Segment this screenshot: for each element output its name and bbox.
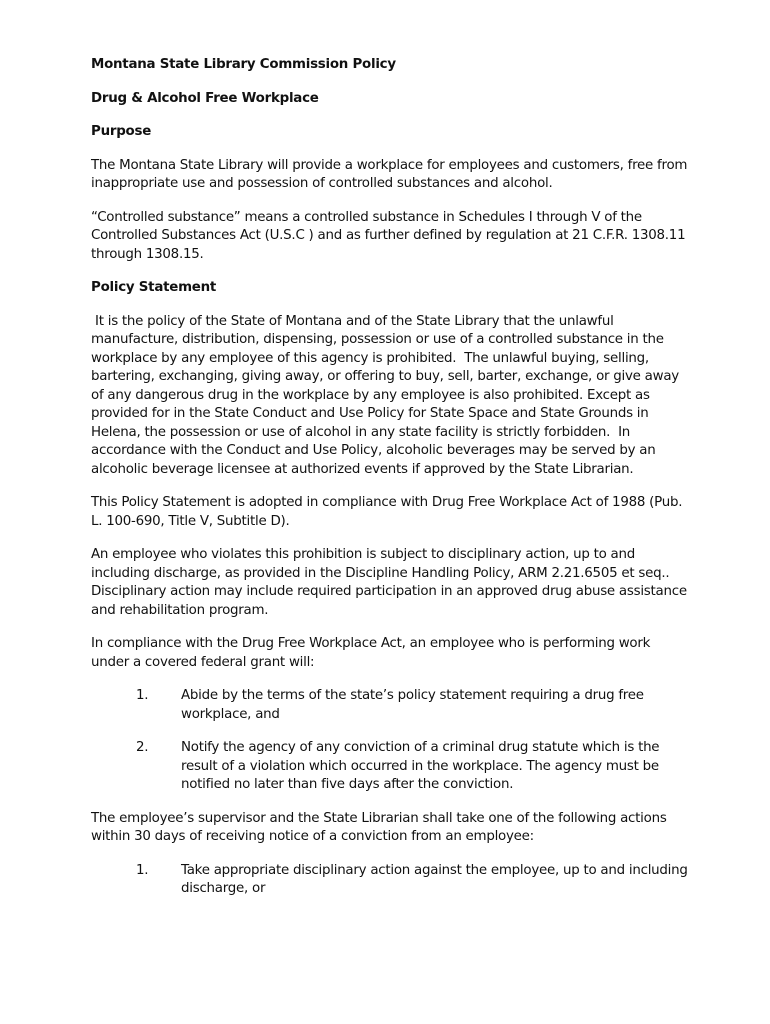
policy-statement-heading: Policy Statement	[91, 280, 217, 295]
list-item-text: Take appropriate disciplinary action against the employee, up to and including discharge, or	[181, 862, 688, 896]
list-item	[91, 739, 691, 795]
purpose-heading: Purpose	[91, 124, 152, 139]
compliance-paragraph: This Policy Statement is adopted in compliance with Drug Free Workplace Act of 1988 (Pub. L. 100-690, Title V, Subtitle D).	[91, 495, 683, 529]
supervisor-intro: The employee’s supervisor and the State Librarian shall take one of the following actions within 30 days of receiving notice of a conviction from an employee:	[91, 810, 667, 844]
list-item-number: 1.	[136, 862, 149, 878]
list-item-number: 1.	[136, 688, 149, 703]
policy-paragraph: It is the policy of the State of Montana and of the State Library that the unlawful manufacture, distribution, dispensing, possession or use of a controlled substance in the workplace by any employee of this agency is prohibited. The unlawful buying, selling, bartering, exchanging, giving away, or offering to buy, sell, barter, exchange, or give away of any dangerous drug in the workplace by any employee is also prohibited. Except as provided for in the State Conduct and Use Policy for State Space and State Grounds in Helena, the possession or use of alcohol in any state facility is strictly forbidden. In accordance with the Conduct and Use Policy, alcoholic beverages may be served by an alcoholic beverage licensee at authorized events if approved by the State Librarian.	[91, 313, 683, 477]
controlled-substance-definition: “Controlled substance” means a controlled substance in Schedules I through V of the Controlled Substances Act (U.S.C ) and as further defined by regulation at 21 C.F.R. 1308.11 through 1308.15.	[91, 209, 686, 262]
policy-title: Drug & Alcohol Free Workplace	[91, 90, 319, 106]
list-item-number: 2.	[136, 740, 149, 755]
org-title: Montana State Library Commission Policy	[91, 57, 396, 72]
violation-paragraph: An employee who violates this prohibition is subject to disciplinary action, up to and including discharge, as provided in the Discipline Handling Policy, ARM 2.21.6505 et seq.. Disciplinary action may include required participation in an approved drug abuse assistance and rehabilitation program.	[91, 547, 687, 618]
grant-intro: In compliance with the Drug Free Workplace Act, an employee who is performing work under a covered federal grant will:	[91, 636, 651, 670]
purpose-paragraph: The Montana State Library will provide a workplace for employees and customers, free from inappropriate use and possession of controlled substances and alcohol.	[91, 157, 688, 191]
list-item-text: Notify the agency of any conviction of a criminal drug statute which is the result of a violation which occurred in the workplace. The agency must be notified no later than five days after the conviction.	[181, 740, 660, 792]
list-item	[91, 862, 691, 899]
document-page	[91, 56, 691, 914]
supervisor-actions-list	[91, 862, 691, 899]
grant-requirements-list	[91, 687, 691, 795]
list-item	[91, 687, 691, 724]
list-item-text: Abide by the terms of the state’s policy statement requiring a drug free workplace, and	[181, 688, 644, 722]
